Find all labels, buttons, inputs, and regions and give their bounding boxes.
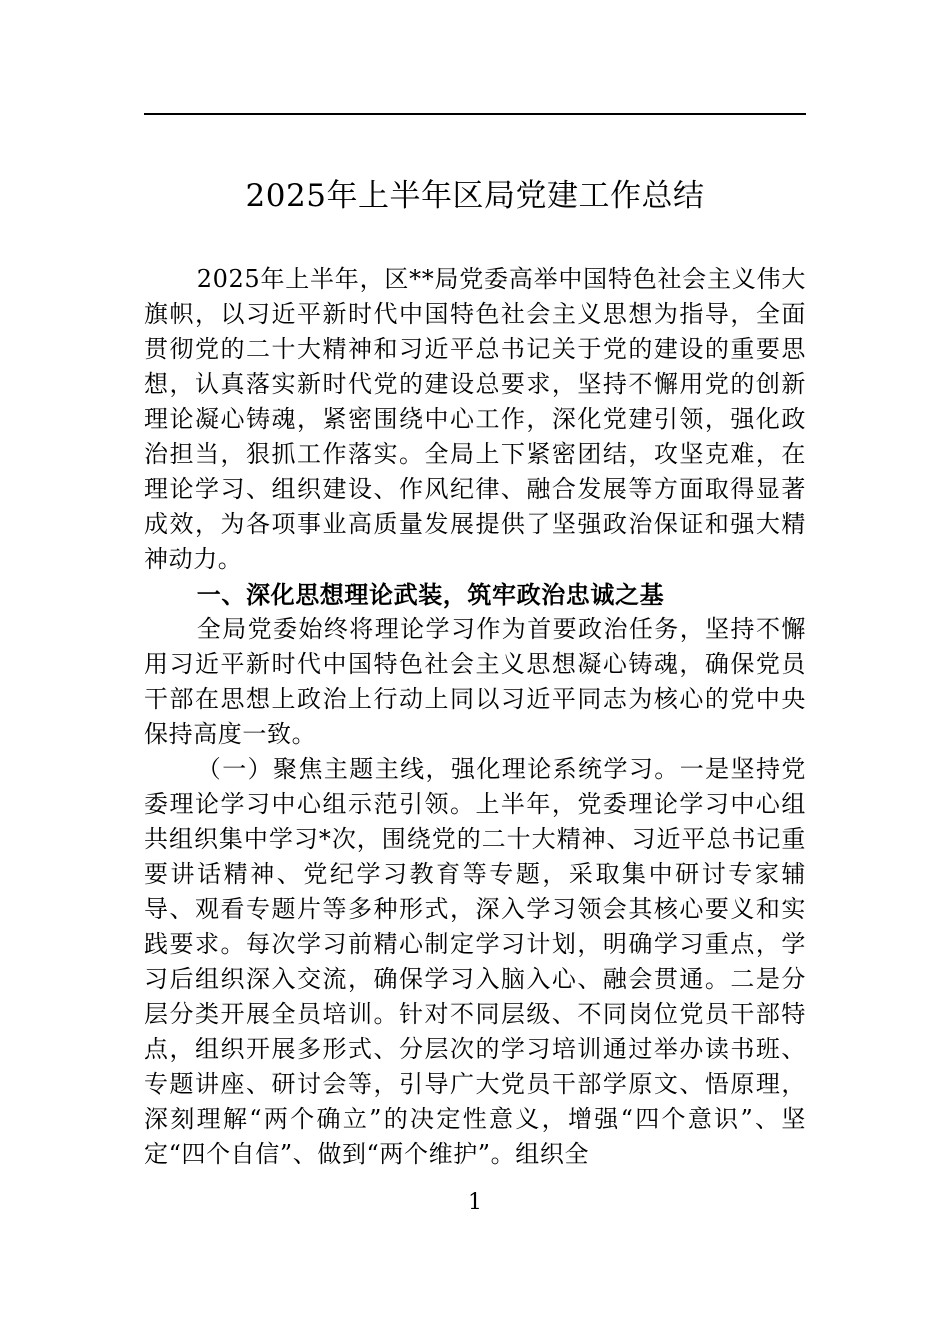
document-body [144, 262, 806, 1172]
section-intro-paragraph: 全局党委始终将理论学习作为首要政治任务，坚持不懈用习近平新时代中国特色社会主义思想凝心铸魂，确保党员干部在思想上政治上行动上同以习近平同志为核心的党中央保持高度一致。 [144, 615, 806, 748]
intro-paragraph: 2025年上半年，区**局党委高举中国特色社会主义伟大旗帜，以习近平新时代中国特色社会主义思想为指导，全面贯彻党的二十大精神和习近平总书记关于党的建设的重要思想，认真落实新时代党的建设总要求，坚持不懈用党的创新理论凝心铸魂，紧密围绕中心工作，深化党建引领，强化政治担当，狠抓工作落实。全局上下紧密团结，攻坚克难，在理论学习、组织建设、作风纪律、融合发展等方面取得显著成效，为各项事业高质量发展提供了坚强政治保证和强大精神动力。 [144, 265, 806, 573]
header-rule [144, 113, 806, 115]
subsection-paragraph: （一）聚焦主题主线，强化理论系统学习。一是坚持党委理论学习中心组示范引领。上半年，党委理论学习中心组共组织集中学习*次，围绕党的二十大精神、习近平总书记重要讲话精神、党纪学习教育等专题，采取集中研讨专家辅导、观看专题片等多种形式，深入学习领会其核心要义和实践要求。每次学习前精心制定学习计划，明确学习重点，学习后组织深入交流，确保学习入脑入心、融会贯通。二是分层分类开展全员培训。针对不同层级、不同岗位党员干部特点，组织开展多形式、分层次的学习培训通过举办读书班、专题讲座、研讨会等，引导广大党员干部学原文、悟原理，深刻理解“两个确立”的决定性意义，增强“四个意识”、坚定“四个自信”、做到“两个维护”。组织全 [144, 755, 806, 1168]
document-title: 2025年上半年区局党建工作总结 [245, 178, 705, 214]
page-number: 1 [468, 1190, 482, 1215]
section-heading: 一、深化思想理论武装，筑牢政治忠诚之基 [196, 580, 665, 609]
